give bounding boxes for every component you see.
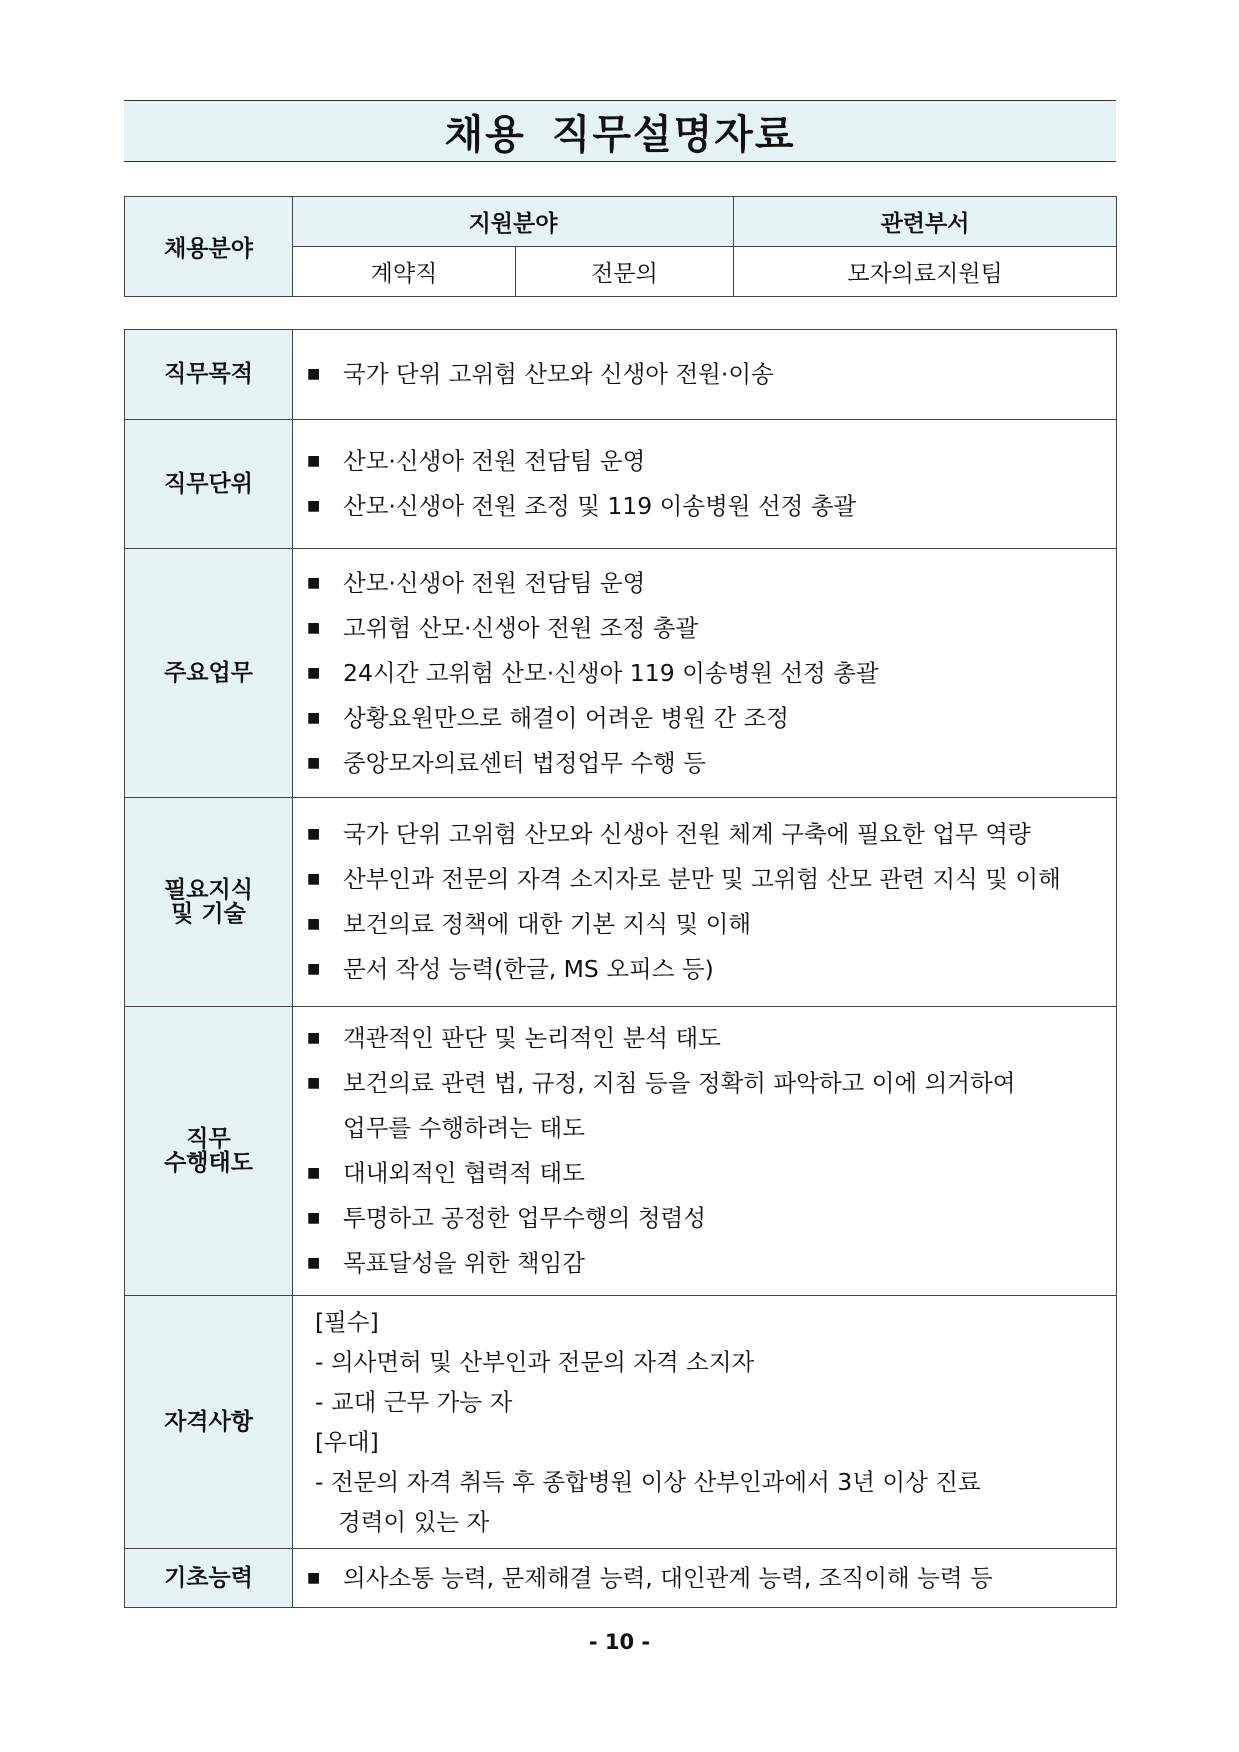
row-attitude bbox=[125, 1007, 1117, 1296]
list-item: ■ 고위험 산모·신생아 전원 조정 총괄 bbox=[307, 606, 1104, 651]
list-item: ■ 목표달성을 위한 책임감 bbox=[307, 1241, 1104, 1286]
bullet-icon: ■ bbox=[307, 1165, 321, 1181]
list-item: ■ 국가 단위 고위험 산모와 신생아 전원 체계 구축에 필요한 업무 역량 bbox=[307, 812, 1104, 857]
bullet-icon: ■ bbox=[307, 1030, 321, 1046]
bullet-icon: ■ bbox=[307, 826, 321, 842]
bullet-icon: ■ bbox=[307, 619, 321, 636]
bullet-icon: ■ bbox=[307, 1210, 321, 1226]
row-knowledge bbox=[125, 798, 1117, 1007]
label-attitude: 직무 수행태도 bbox=[125, 1007, 293, 1296]
label-purpose: 직무목적 bbox=[125, 330, 293, 420]
bullet-icon: ■ bbox=[307, 366, 321, 382]
bullet-icon: ■ bbox=[307, 498, 321, 514]
list-item: ■ 중앙모자의료센터 법정업무 수행 등 bbox=[307, 741, 1104, 786]
dept-value: 모자의료지원팀 bbox=[734, 247, 1117, 297]
list-item: ■ 상황요원만으로 해결이 어려운 병원 간 조정 bbox=[307, 696, 1104, 741]
title-box bbox=[124, 100, 1116, 162]
employment-type: 계약직 bbox=[293, 247, 516, 297]
list-item: ■ 24시간 고위험 산모·신생아 119 이송병원 선정 총괄 bbox=[307, 651, 1104, 696]
duty-table bbox=[124, 329, 1117, 1608]
label-basic: 기초능력 bbox=[125, 1549, 293, 1608]
list-item-continuation: 업무를 수행하려는 태도 bbox=[343, 1114, 585, 1142]
field-value: 전문의 bbox=[516, 247, 734, 297]
list-item: ■ 보건의료 관련 법, 규정, 지침 등을 정확히 파악하고 이에 의거하여 bbox=[307, 1061, 1104, 1106]
field-header: 지원분야 bbox=[293, 197, 734, 247]
label-qualification: 자격사항 bbox=[125, 1296, 293, 1549]
required-item: - 교대 근무 가능 자 bbox=[315, 1388, 513, 1416]
row-unit bbox=[125, 420, 1117, 549]
required-item: - 의사면허 및 산부인과 전문의 자격 소지자 bbox=[315, 1348, 755, 1376]
bullet-icon: ■ bbox=[307, 1255, 321, 1271]
page-title: 채용 직무설명자료 bbox=[444, 111, 796, 158]
bullet-icon: ■ bbox=[307, 664, 321, 681]
list-item: ■ 투명하고 공정한 업무수행의 청렴성 bbox=[307, 1196, 1104, 1241]
preferred-item: - 전문의 자격 취득 후 종합병원 이상 산부인과에서 3년 이상 진료 bbox=[315, 1468, 981, 1496]
row-basic bbox=[125, 1549, 1117, 1608]
hiring-label: 채용분야 bbox=[125, 197, 293, 297]
row-purpose bbox=[125, 330, 1117, 420]
bullet-icon: ■ bbox=[307, 574, 321, 591]
list-item: ■ 산모·신생아 전원 전담팀 운영 bbox=[307, 439, 1104, 484]
label-knowledge: 필요지식 및 기술 bbox=[125, 798, 293, 1007]
bullet-icon: ■ bbox=[307, 1075, 321, 1091]
bullet-icon: ■ bbox=[307, 1569, 321, 1586]
bullet-icon: ■ bbox=[307, 961, 321, 977]
list-item: ■ 산모·신생아 전원 전담팀 운영 bbox=[307, 561, 1104, 606]
bullet-icon: ■ bbox=[307, 871, 321, 887]
list-item: ■ 국가 단위 고위험 산모와 신생아 전원·이송 bbox=[307, 352, 1104, 397]
preferred-header: [우대] bbox=[315, 1428, 379, 1456]
list-item: ■ 산모·신생아 전원 조정 및 119 이송병원 선정 총괄 bbox=[307, 484, 1104, 529]
bullet-icon: ■ bbox=[307, 916, 321, 932]
list-item: ■ 산부인과 전문의 자격 소지자로 분만 및 고위험 산모 관련 지식 및 이해 bbox=[307, 857, 1104, 902]
bullet-icon: ■ bbox=[307, 453, 321, 469]
bullet-icon: ■ bbox=[307, 754, 321, 771]
row-qualification bbox=[125, 1296, 1117, 1549]
bullet-icon: ■ bbox=[307, 709, 321, 726]
list-item: ■ 객관적인 판단 및 논리적인 분석 태도 bbox=[307, 1016, 1104, 1061]
page-number: - 10 - bbox=[588, 1630, 651, 1654]
preferred-item-continuation: 경력이 있는 자 bbox=[338, 1508, 490, 1536]
label-unit: 직무단위 bbox=[125, 420, 293, 549]
row-tasks bbox=[125, 549, 1117, 798]
hiring-table bbox=[124, 196, 1117, 297]
list-item: ■ 문서 작성 능력(한글, MS 오피스 등) bbox=[307, 947, 1104, 992]
list-item: ■ 대내외적인 협력적 태도 bbox=[307, 1151, 1104, 1196]
list-item: ■ 의사소통 능력, 문제해결 능력, 대인관계 능력, 조직이해 능력 등 bbox=[307, 1556, 1104, 1601]
list-item: ■ 보건의료 정책에 대한 기본 지식 및 이해 bbox=[307, 902, 1104, 947]
dept-header: 관련부서 bbox=[734, 197, 1117, 247]
required-header: [필수] bbox=[315, 1308, 379, 1336]
label-tasks: 주요업무 bbox=[125, 549, 293, 798]
